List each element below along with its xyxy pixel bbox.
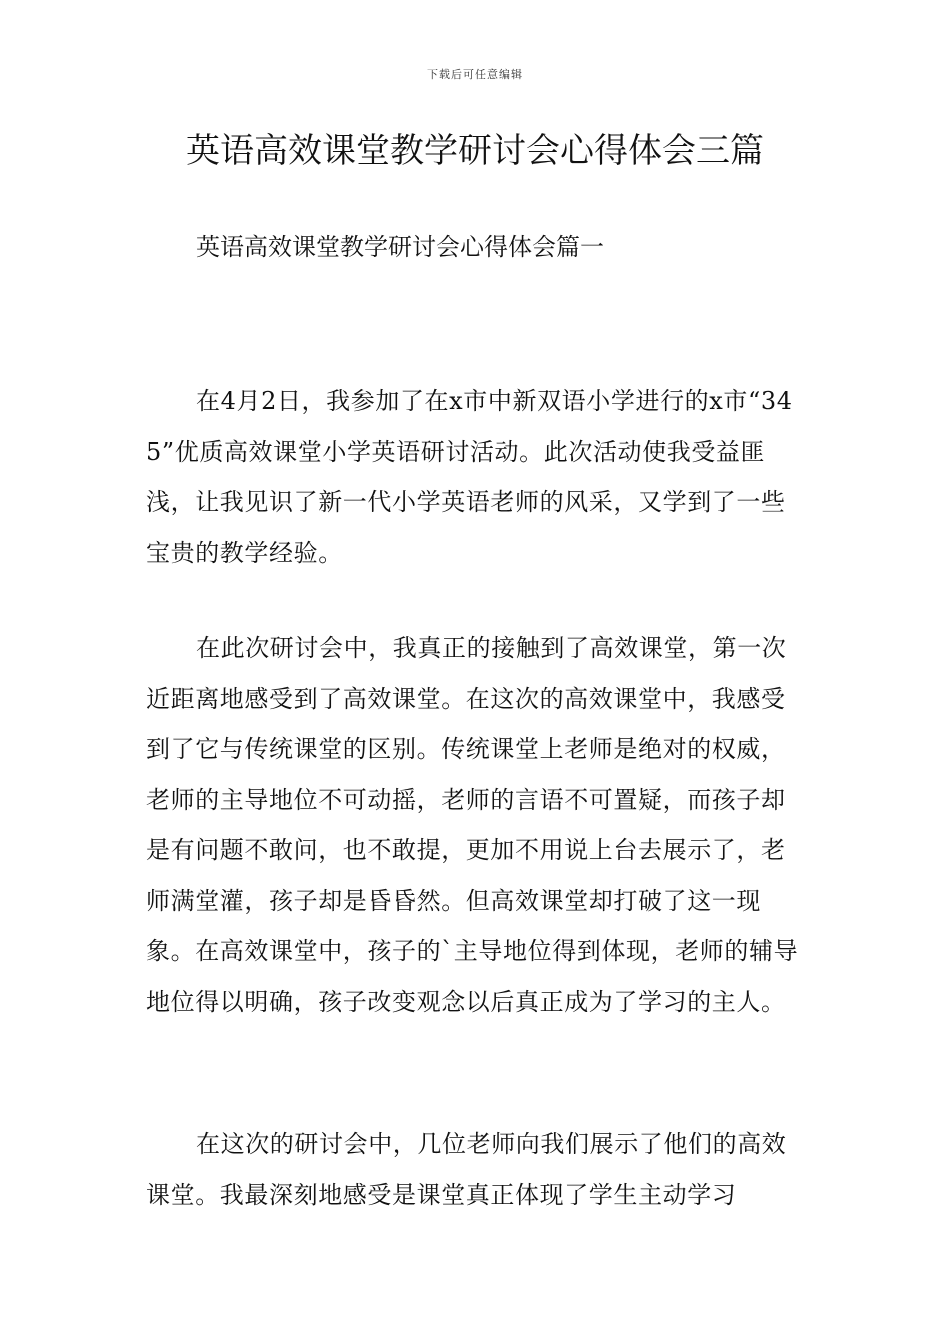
header-note: 下载后可任意编辑	[427, 68, 523, 81]
paragraph: 在这次的研讨会中，几位老师向我们展示了他们的高效课堂。我最深刻地感受是课堂真正体现了学生主动学习	[146, 1130, 787, 1209]
paragraph: 在此次研讨会中，我真正的接触到了高效课堂，第一次近距离地感受到了高效课堂。在这次的高效课堂中，我感受到了它与传统课堂的区别。传统课堂上老师是绝对的权威，老师的主导地位不可动摇，老师的言语不可置疑，而孩子却是有问题不敢问，也不敢提，更加不用说上台去展示了，老师满堂灌，孩子却是昏昏然。但高效课堂却打破了这一现象。在高效课堂中，孩子的`主导地位得到体现，老师的辅导地位得以明确，孩子改变观念以后真正成为了学习的主人。	[146, 634, 799, 1016]
document-title: 英语高效课堂教学研讨会心得体会三篇	[186, 131, 764, 171]
paragraph: 在4月2日，我参加了在x市中新双语小学进行的x市“345”优质高效课堂小学英语研讨活动。此次活动使我受益匪浅，让我见识了新一代小学英语老师的风采，又学到了一些宝贵的教学经验。	[146, 387, 793, 567]
section-heading: 英语高效课堂教学研讨会心得体会篇一	[196, 233, 604, 261]
